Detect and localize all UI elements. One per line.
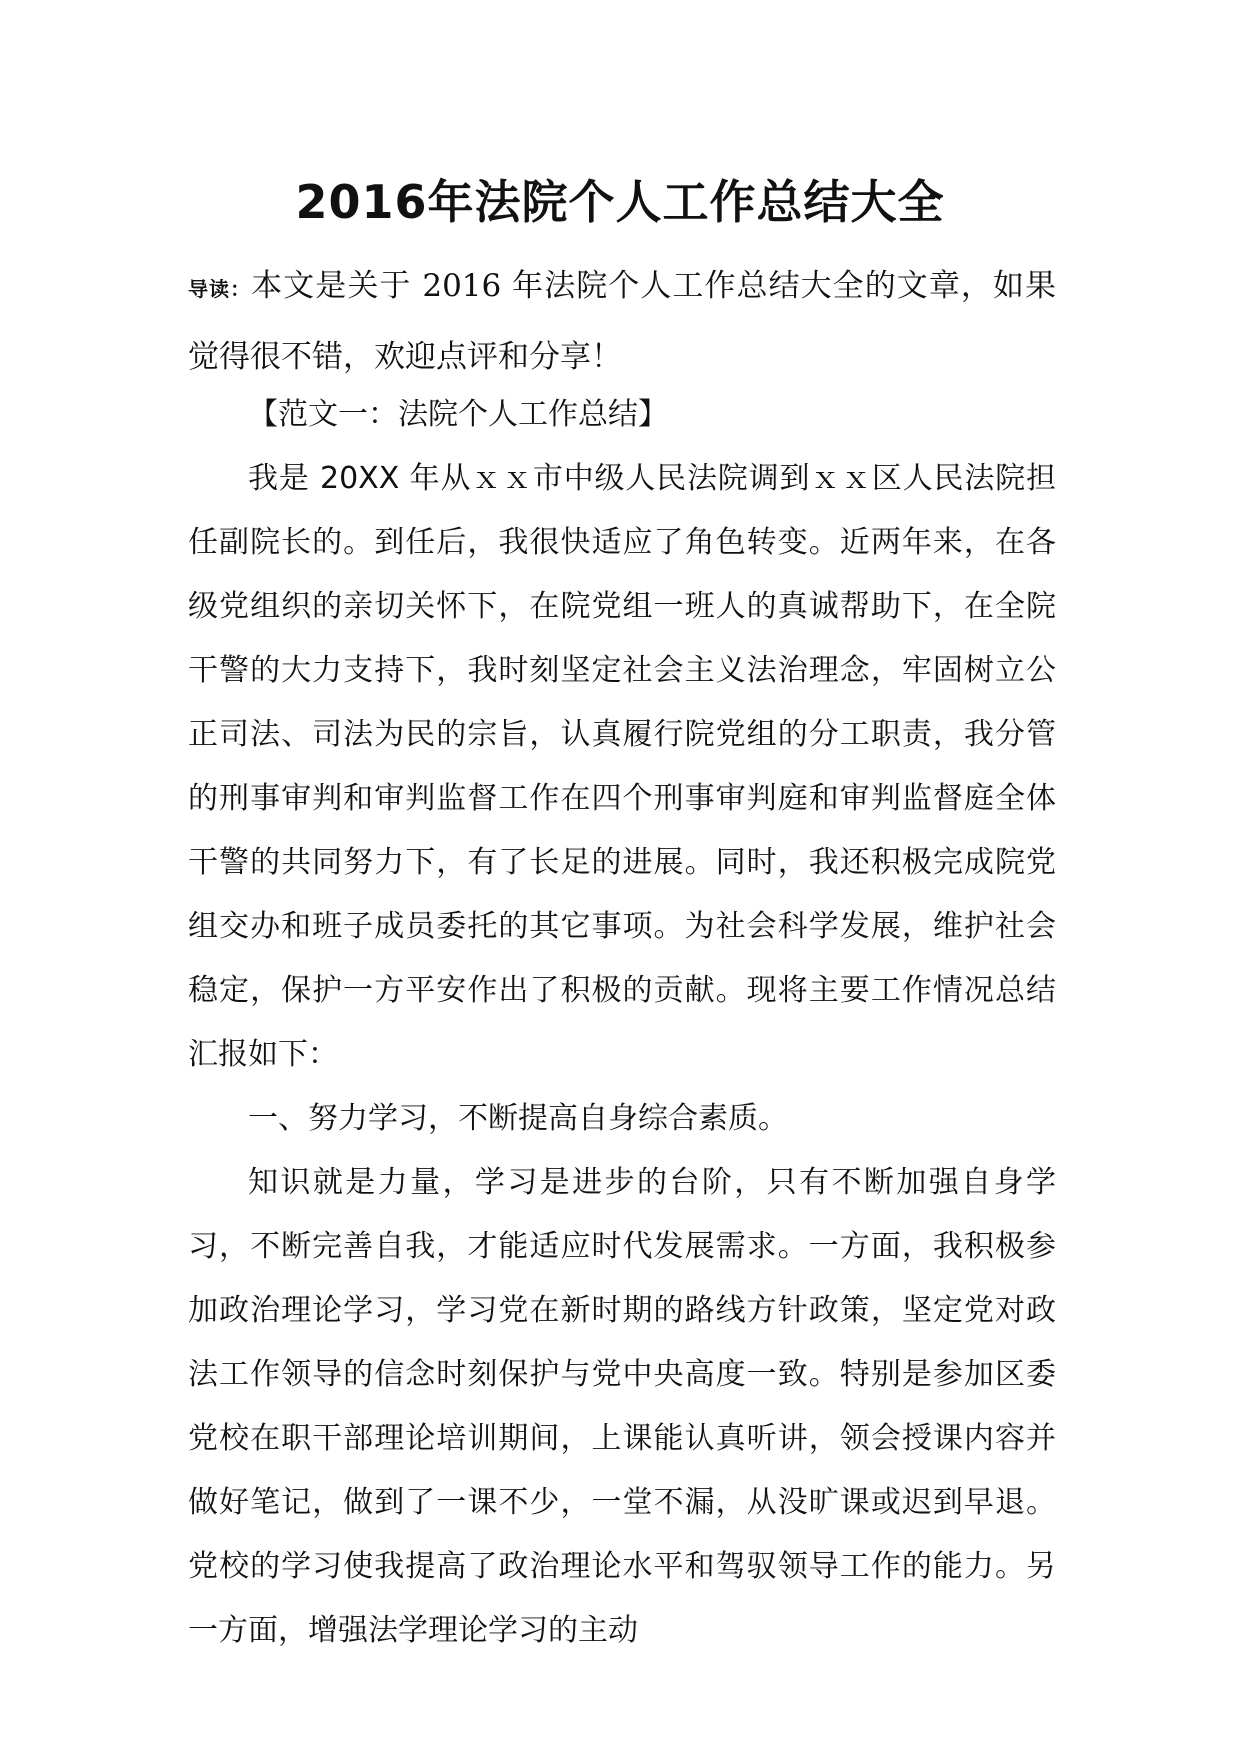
intro-label: 导读： bbox=[188, 277, 252, 301]
body-paragraph: 我是 20XX 年从ｘｘ市中级人民法院调到ｘｘ区人民法院担任副院长的。到任后，我很快适应了角色转变。近两年来，在各级党组织的亲切关怀下，在院党组一班人的真诚帮助下，在全院干警的大力支持下，我时刻坚定社会主义法治理念，牢固树立公正司法、司法为民的宗旨，认真履行院党组的分工职责，我分管的刑事审判和审判监督工作在四个刑事审判庭和审判监督庭全体干警的共同努力下，有了长足的进展。同时，我还积极完成院党组交办和班子成员委托的其它事项。为社会科学发展，维护社会稳定，保护一方平安作出了积极的贡献。现将主要工作情况总结汇报如下： bbox=[188, 461, 1056, 1072]
section-heading: 一、努力学习，不断提高自身综合素质。 bbox=[248, 1101, 788, 1136]
document-title: 2016年法院个人工作总结大全 bbox=[295, 175, 945, 229]
section-heading: 【范文一：法院个人工作总结】 bbox=[248, 397, 668, 432]
intro-paragraph bbox=[188, 252, 1056, 391]
body-paragraph: 知识就是力量，学习是进步的台阶，只有不断加强自身学习，不断完善自我，才能适应时代发展需求。一方面，我积极参加政治理论学习，学习党在新时期的路线方针政策，坚定党对政法工作领导的信念时刻保护与党中央高度一致。特别是参加区委党校在职干部理论培训期间，上课能认真听讲，领会授课内容并做好笔记，做到了一课不少，一堂不漏，从没旷课或迟到早退。党校的学习使我提高了政治理论水平和驾驭领导工作的能力。另一方面，增强法学理论学习的主动 bbox=[188, 1165, 1056, 1648]
document-body bbox=[188, 383, 1056, 1663]
intro-text: 本文是关于 2016 年法院个人工作总结大全的文章，如果觉得很不错，欢迎点评和分享！ bbox=[188, 268, 1057, 375]
